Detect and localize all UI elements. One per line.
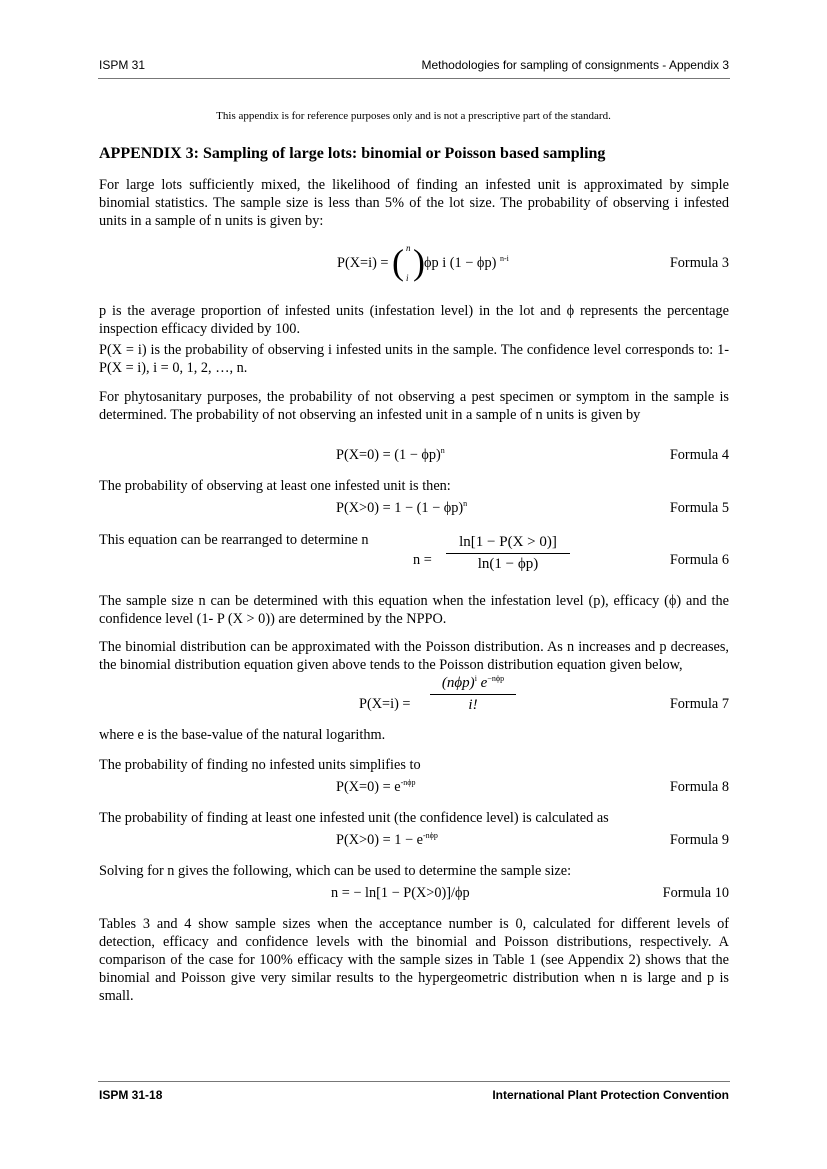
formula-3-rhs: ϕp i (1 − ϕp) $^{n-i}$ <box>424 254 509 271</box>
paragraph-11: The probability of finding at least one infested unit (the confidence level) is calculated as <box>99 810 609 826</box>
paragraph-1: For large lots sufficiently mixed, the likelihood of finding an infested unit is approximated by simple binomial statistics. The sample size is less than 5% of the lot size. The probability of observing i infested units in a sample of n units is given by: <box>99 177 729 229</box>
formula-9-label: Formula 9 <box>669 832 729 848</box>
formula-5-label: Formula 5 <box>669 500 729 516</box>
paragraph-6: This equation can be rearranged to determine n <box>99 532 369 548</box>
header-right: Methodologies for sampling of consignments - Appendix 3 <box>421 58 729 72</box>
formula-4-label: Formula 4 <box>669 447 729 463</box>
formula-7-denominator: i! <box>468 697 478 713</box>
paragraph-2: p is the average proportion of infested units (infestation level) in the lot and ϕ represents the percentage inspection efficacy divided by 100. <box>99 303 729 337</box>
paragraph-5: The probability of observing at least one infested unit is then: <box>99 478 451 494</box>
formula-8-label: Formula 8 <box>669 779 729 795</box>
formula-9-expr: $P(X>0) = 1 - e^{-n\phi p}$ <box>336 831 438 848</box>
formula-4-expr: $P(X=0) = (1 - \phi p)^n$ <box>336 446 445 463</box>
paragraph-9: where e is the base-value of the natural logarithm. <box>99 727 386 743</box>
formula-3-label: Formula 3 <box>669 255 729 271</box>
formula-6-lhs: n = <box>413 552 432 568</box>
formula-7-label: Formula 7 <box>669 696 729 712</box>
paragraph-13: Tables 3 and 4 show sample sizes when the acceptance number is 0, calculated for different levels of detection, efficacy and confidence levels with the binomial and Poisson distributions, respectively. A comparison of the case for 100% efficacy with the sample sizes in Table 1 (see Appendix 2) shows that the binomial and Poisson give very similar results to the hypergeometric distribution when n is large and p is small. <box>99 916 729 1004</box>
paragraph-8: The binomial distribution can be approximated with the Poisson distribution. As n increases and p decreases, the binomial distribution equation given above tends to the Poisson distribution equation given below, <box>99 639 729 673</box>
formula-5-expr: $P(X>0) = 1 - (1 - \phi p)^n$ <box>336 499 468 516</box>
paragraph-4: For phytosanitary purposes, the probability of not observing a pest specimen or symptom in the sample is determined. The probability of not observing an infested unit in a sample of n units is given by <box>99 389 729 423</box>
formula-10-label: Formula 10 <box>662 885 729 901</box>
formula-3-lhs: P(X=i) = <box>337 255 389 271</box>
paragraph-7: The sample size n can be determined with this equation when the infestation level (p), efficacy (ϕ) and the confidence level (1- P (X > 0)) are determined by the NPPO. <box>99 593 729 627</box>
appendix-title: APPENDIX 3: Sampling of large lots: binomial or Poisson based sampling <box>99 145 606 162</box>
formula-7-numerator: $(n\phi p)^i$ $e^{-n\phi p}$ <box>430 675 516 695</box>
formula-10-expr: n = − ln[1 − P(X>0)]/ϕp <box>331 885 470 901</box>
footer-right: International Plant Protection Convention <box>492 1088 729 1102</box>
formula-7-fraction <box>430 675 516 714</box>
header-left: ISPM 31 <box>99 58 146 72</box>
footer-left: ISPM 31-18 <box>99 1088 163 1102</box>
footer-rule <box>98 1081 730 1082</box>
paragraph-12: Solving for n gives the following, which can be used to determine the sample size: <box>99 863 572 879</box>
formula-6-denominator: ln(1 − ϕp) <box>477 556 539 572</box>
formula-7-lhs: P(X=i) = <box>359 696 411 712</box>
formula-6-fraction <box>446 534 570 573</box>
paragraph-10: The probability of finding no infested units simplifies to <box>99 757 421 773</box>
reference-note: This appendix is for reference purposes only and is not a prescriptive part of the standard. <box>216 110 611 122</box>
binom-i: i <box>406 273 409 283</box>
header-rule <box>98 78 730 79</box>
binom-n: n <box>406 243 411 253</box>
formula-6-numerator: ln[1 − P(X > 0)] <box>446 534 570 554</box>
paragraph-3: P(X = i) is the probability of observing i infested units in the sample. The confidence level corresponds to: 1- P(X = i), i = 0, 1, 2, …, n. <box>99 342 729 376</box>
binom-right-paren: ) <box>413 242 425 282</box>
formula-8-expr: $P(X=0) = e^{-n\phi p}$ <box>336 778 416 795</box>
formula-6-label: Formula 6 <box>669 552 729 568</box>
binom-left-paren: ( <box>392 242 404 282</box>
